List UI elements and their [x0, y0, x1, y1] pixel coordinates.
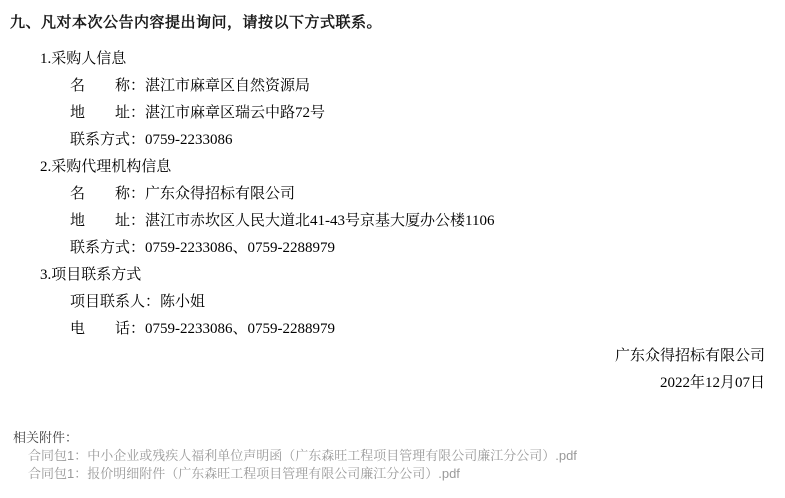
attachments-label: 相关附件：	[13, 430, 79, 445]
field-label: 联系方式：	[70, 240, 146, 256]
field-label: 名 称：	[70, 78, 146, 94]
signature-company: 广东众得招标有限公司	[614, 348, 765, 364]
field-label: 项目联系人：	[70, 294, 161, 310]
section-title-project-contact: 3.项目联系方式	[40, 267, 142, 283]
attachments-section	[10, 429, 765, 483]
field-value: 0759-2233086、0759-2288979	[145, 321, 336, 337]
field-value: 广东众得招标有限公司	[145, 186, 296, 202]
purchaser-name-row	[70, 73, 765, 100]
field-value: 0759-2233086	[145, 132, 233, 148]
page-title: 九、凡对本次公告内容提出询问，请按以下方式联系。	[10, 15, 383, 31]
field-label: 名 称：	[70, 186, 146, 202]
agency-contact-row	[70, 235, 765, 262]
project-phone-row	[70, 316, 765, 343]
field-value: 湛江市麻章区瑞云中路72号	[145, 105, 326, 121]
field-label: 地 址：	[70, 105, 146, 121]
field-label: 联系方式：	[70, 132, 146, 148]
field-value: 陈小姐	[160, 294, 206, 310]
field-value: 湛江市麻章区自然资源局	[145, 78, 311, 94]
section-title-purchaser: 1.采购人信息	[40, 51, 127, 67]
contact-info-content	[10, 46, 765, 343]
section-title-agency: 2.采购代理机构信息	[40, 159, 172, 175]
field-label: 电 话：	[70, 321, 146, 337]
agency-name-row	[70, 181, 765, 208]
agency-address-row	[70, 208, 765, 235]
field-value: 湛江市赤坎区人民大道北41-43号京基大厦办公楼1106	[145, 213, 495, 229]
project-contact-person-row	[70, 289, 765, 316]
field-label: 地 址：	[70, 213, 146, 229]
signature-date: 2022年12月07日	[659, 375, 765, 391]
attachment-link-quotation-pdf[interactable]: 合同包1：报价明细附件（广东森旺工程项目管理有限公司廉江分公司）.pdf	[28, 466, 460, 481]
purchaser-contact-row	[70, 127, 765, 154]
purchaser-address-row	[70, 100, 765, 127]
field-value: 0759-2233086、0759-2288979	[145, 240, 336, 256]
attachment-link-declaration-pdf[interactable]: 合同包1：中小企业或残疾人福利单位声明函（广东森旺工程项目管理有限公司廉江分公司）.pdf	[28, 448, 577, 463]
signature-block	[10, 343, 765, 397]
